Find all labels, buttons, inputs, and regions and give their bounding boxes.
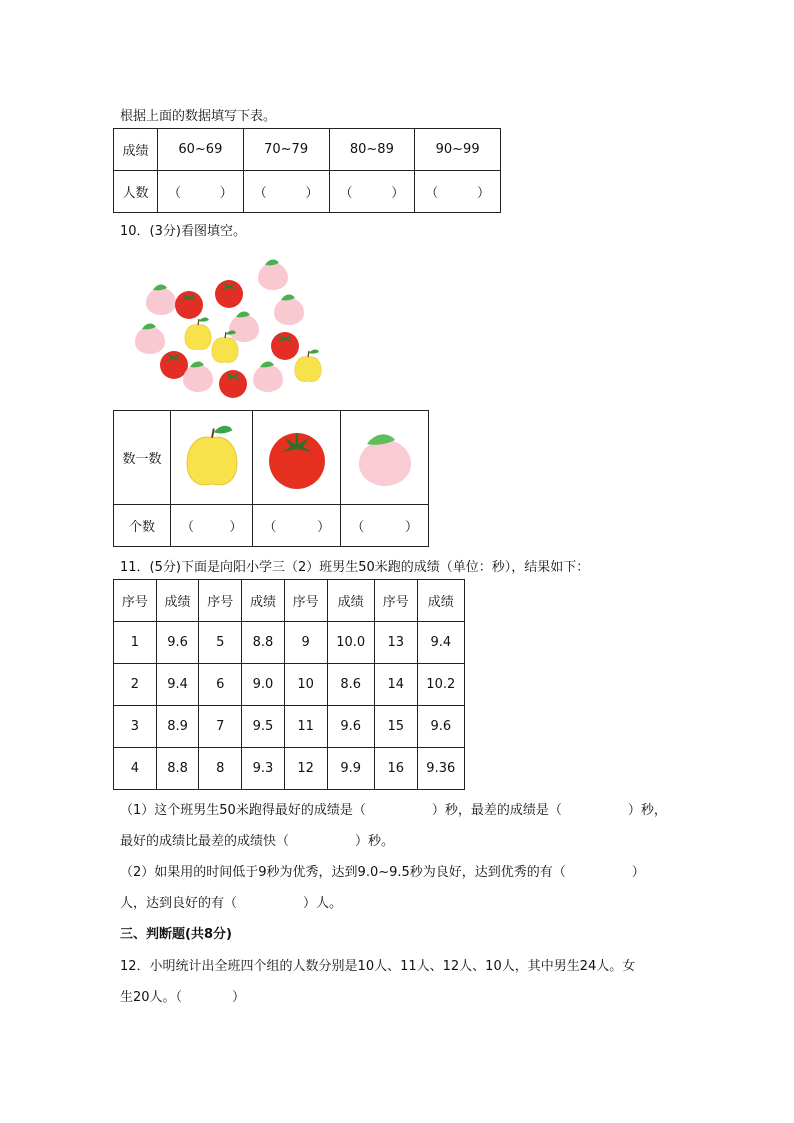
table-cell: 8 bbox=[199, 748, 242, 790]
table-cell: 14 bbox=[374, 664, 417, 706]
header-cell: 成绩 bbox=[327, 580, 374, 622]
table-cell: 3 bbox=[114, 706, 157, 748]
table-row bbox=[114, 664, 465, 706]
table-cell: 12 bbox=[284, 748, 327, 790]
header-cell: 序号 bbox=[284, 580, 327, 622]
table-cell: 9.0 bbox=[242, 664, 285, 706]
answer-blank[interactable]: （ ） bbox=[253, 505, 341, 547]
tomato-icon bbox=[253, 411, 341, 505]
answer-blank[interactable]: （ ） bbox=[415, 171, 501, 213]
answer-blank[interactable]: （ ） bbox=[329, 171, 415, 213]
table-cell: 8.6 bbox=[327, 664, 374, 706]
answer-blank[interactable]: （ ） bbox=[171, 505, 253, 547]
row-header-quantity: 个数 bbox=[114, 505, 171, 547]
answer-blank[interactable]: （ ） bbox=[243, 171, 329, 213]
answer-blank[interactable]: （ ） bbox=[158, 171, 244, 213]
table-cell: 7 bbox=[199, 706, 242, 748]
table-cell: 10.2 bbox=[417, 664, 464, 706]
table-cell: 16 bbox=[374, 748, 417, 790]
q11-title: 11．(5分)下面是向阳小学三（2）班男生50米跑的成绩（单位：秒），结果如下： bbox=[120, 560, 590, 575]
peach-icon bbox=[341, 411, 429, 505]
q11-sub1-line2: 最好的成绩比最差的成绩快（ ）秒。 bbox=[120, 834, 395, 849]
header-cell: 序号 bbox=[374, 580, 417, 622]
table-cell: 4 bbox=[114, 748, 157, 790]
row-header-score: 成绩 bbox=[114, 129, 158, 171]
range-cell: 70~79 bbox=[243, 129, 329, 171]
intro-line: 根据上面的数据填写下表。 bbox=[120, 109, 277, 124]
range-cell: 80~89 bbox=[329, 129, 415, 171]
table-cell: 9.36 bbox=[417, 748, 464, 790]
table-row bbox=[114, 748, 465, 790]
table-cell: 6 bbox=[199, 664, 242, 706]
row-header-count: 人数 bbox=[114, 171, 158, 213]
table-cell: 8.9 bbox=[156, 706, 199, 748]
score-range-table bbox=[113, 128, 501, 213]
table-cell: 9.6 bbox=[417, 706, 464, 748]
running-score-table bbox=[113, 579, 465, 790]
header-cell: 序号 bbox=[114, 580, 157, 622]
range-cell: 60~69 bbox=[158, 129, 244, 171]
table-cell: 9.9 bbox=[327, 748, 374, 790]
table-cell: 10 bbox=[284, 664, 327, 706]
header-cell: 成绩 bbox=[156, 580, 199, 622]
q10-title: 10．(3分)看图填空。 bbox=[120, 224, 246, 239]
table-cell: 9.6 bbox=[156, 622, 199, 664]
table-cell: 9.6 bbox=[327, 706, 374, 748]
table-cell: 8.8 bbox=[156, 748, 199, 790]
table-cell: 11 bbox=[284, 706, 327, 748]
header-cell: 成绩 bbox=[242, 580, 285, 622]
fruit-cluster-picture bbox=[130, 255, 340, 405]
table-cell: 9.3 bbox=[242, 748, 285, 790]
pear-icon bbox=[171, 411, 253, 505]
range-cell: 90~99 bbox=[415, 129, 501, 171]
q12-line1: 12．小明统计出全班四个组的人数分别是10人、11人、12人、10人，其中男生24人。女 bbox=[120, 959, 636, 974]
table-cell: 1 bbox=[114, 622, 157, 664]
table-cell: 15 bbox=[374, 706, 417, 748]
fruit-count-table bbox=[113, 410, 429, 547]
row-header-count-them: 数一数 bbox=[114, 411, 171, 505]
q12-line2: 生20人。（ ） bbox=[120, 990, 246, 1005]
table-cell: 5 bbox=[199, 622, 242, 664]
table-cell: 2 bbox=[114, 664, 157, 706]
table-cell: 9.4 bbox=[156, 664, 199, 706]
table-row bbox=[114, 706, 465, 748]
q11-sub2-line2: 人，达到良好的有（ ）人。 bbox=[120, 896, 343, 911]
table-cell: 9.5 bbox=[242, 706, 285, 748]
table-cell: 8.8 bbox=[242, 622, 285, 664]
answer-blank[interactable]: （ ） bbox=[341, 505, 429, 547]
section-3-title: 三、判断题(共8分) bbox=[120, 927, 232, 942]
table-cell: 10.0 bbox=[327, 622, 374, 664]
header-cell: 序号 bbox=[199, 580, 242, 622]
header-cell: 成绩 bbox=[417, 580, 464, 622]
q11-sub2-line1: （2）如果用的时间低于9秒为优秀，达到9.0~9.5秒为良好，达到优秀的有（ ） bbox=[120, 865, 645, 880]
table-cell: 9.4 bbox=[417, 622, 464, 664]
table-cell: 9 bbox=[284, 622, 327, 664]
table-row bbox=[114, 622, 465, 664]
table-cell: 13 bbox=[374, 622, 417, 664]
q11-sub1-line1: （1）这个班男生50米跑得最好的成绩是（ ）秒，最差的成绩是（ ）秒， bbox=[120, 803, 667, 818]
